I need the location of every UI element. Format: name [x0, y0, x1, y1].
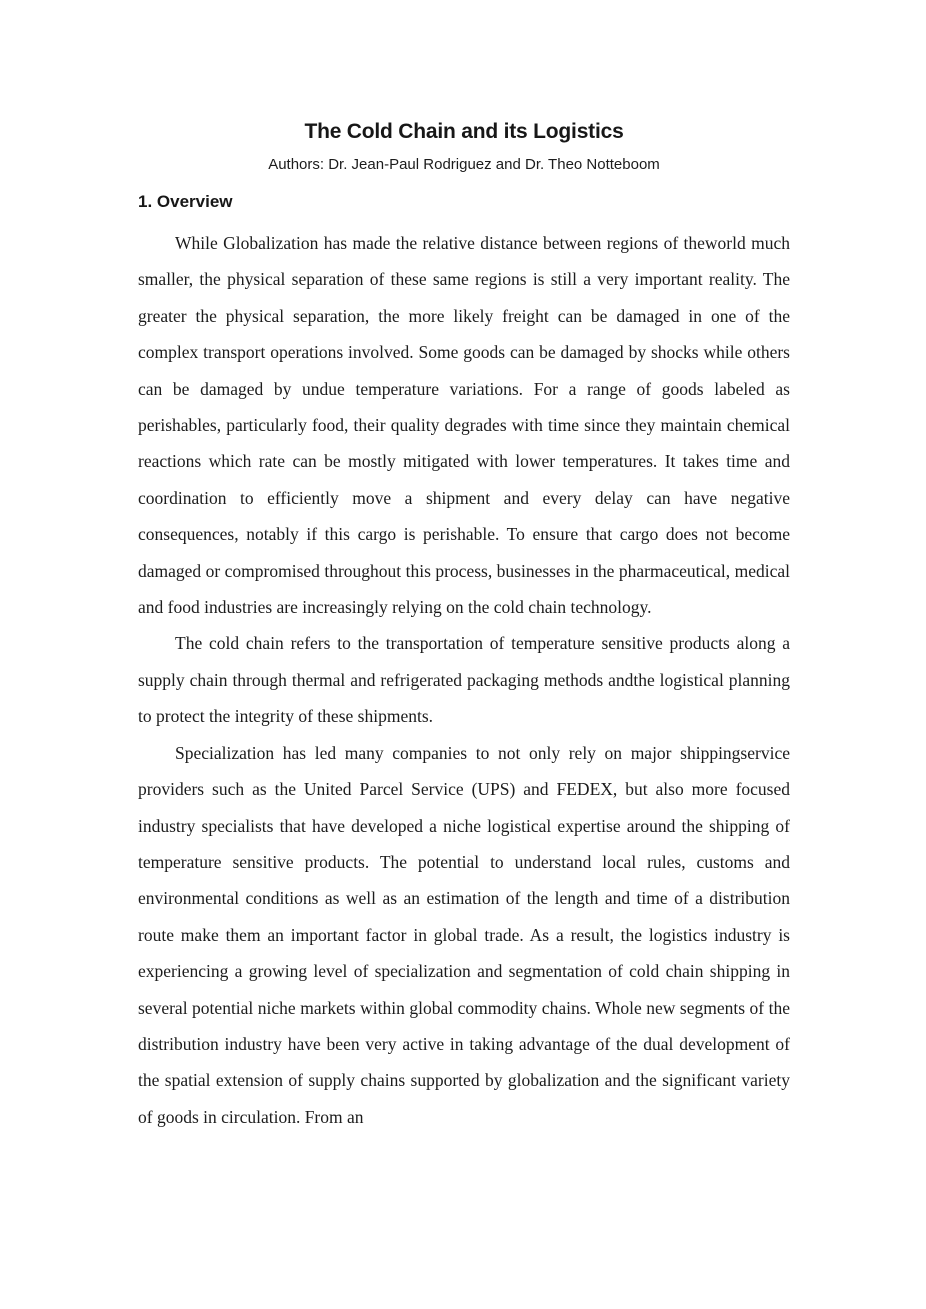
section-heading-overview: 1. Overview [138, 192, 233, 211]
paragraph: While Globalization has made the relative distance between regions of theworld much smaller, the physical separation of these same regions is still a very important reality. The greater the physical separation, the more likely freight can be damaged in one of the complex transport operations involved. Some goods can be damaged by shocks while others can be damaged by undue temperature variations. For a range of goods labeled as perishables, particularly food, their quality degrades with time since they maintain chemical reactions which rate can be mostly mitigated with lower temperatures. It takes time and coordination to efficiently move a shipment and every delay can have negative consequences, notably if this cargo is perishable. To ensure that cargo does not become damaged or compromised throughout this process, businesses in the pharmaceutical, medical and food industries are increasingly relying on the cold chain technology. [138, 233, 790, 618]
authors-line: Authors: Dr. Jean-Paul Rodriguez and Dr. Theo Notteboom [268, 156, 660, 173]
paragraph: Specialization has led many companies to not only rely on major shippingservice providers such as the United Parcel Service (UPS) and FEDEX, but also more focused industry specialists that have developed a niche logistical expertise around the shipping of temperature sensitive products. The potential to understand local rules, customs and environmental conditions as well as an estimation of the length and time of a distribution route make them an important factor in global trade. As a result, the logistics industry is experiencing a growing level of specialization and segmentation of cold chain shipping in several potential niche markets within global commodity chains. Whole new segments of the distribution industry have been very active in taking advantage of the dual development of the spatial extension of supply chains supported by globalization and the significant variety of goods in circulation. From an [138, 742, 790, 1127]
paragraph: The cold chain refers to the transportation of temperature sensitive products along a supply chain through thermal and refrigerated packaging methods andthe logistical planning to protect the integrity of these shipments. [138, 633, 790, 727]
section-body [138, 225, 790, 1135]
document-title: The Cold Chain and its Logistics [304, 120, 624, 143]
